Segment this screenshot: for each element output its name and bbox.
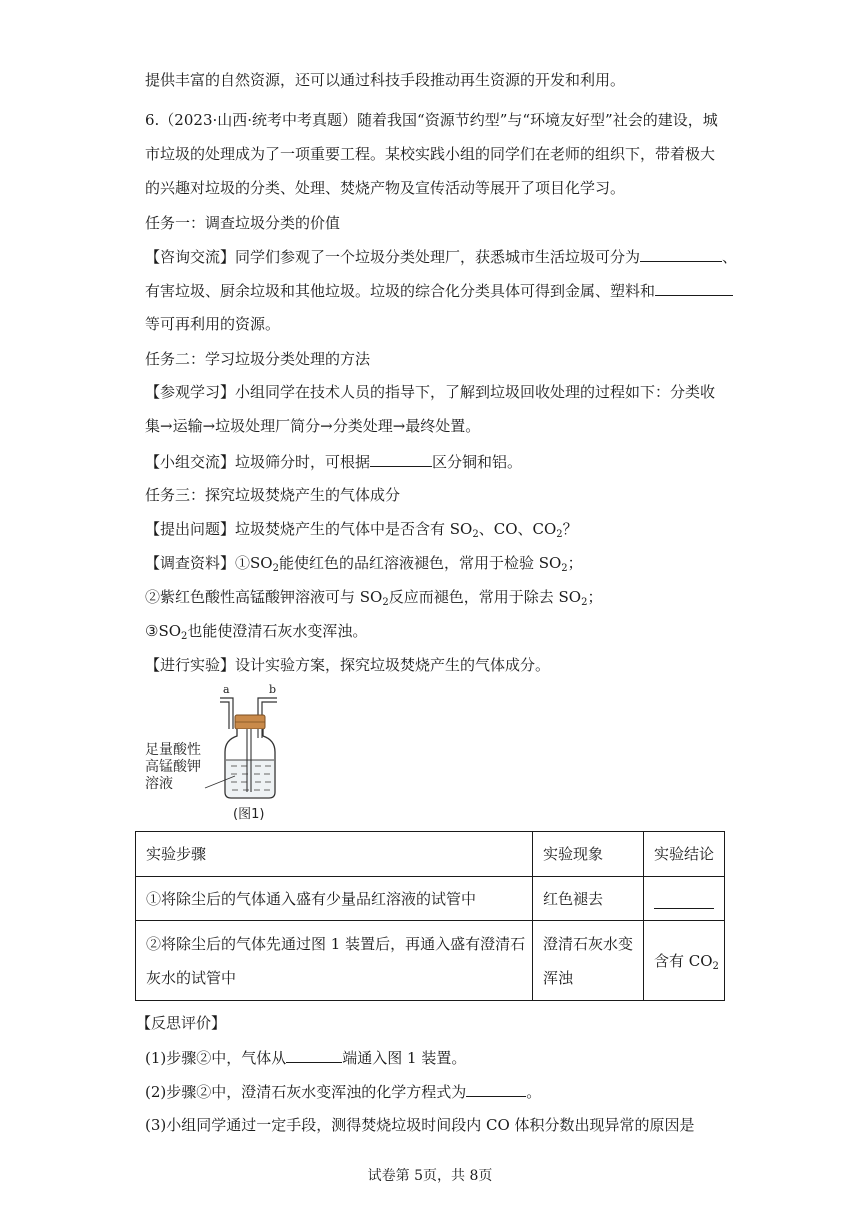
solution-label [145, 742, 201, 793]
consult-line-2 [145, 279, 733, 302]
header-step: 实验步骤 [136, 832, 533, 877]
survey1-text-c: ； [567, 554, 583, 572]
consult-text-b: 有害垃圾、厨余垃圾和其他垃圾。垃圾的综合化分类具体可得到金属、塑料和 [145, 282, 656, 300]
group-discussion-line [145, 450, 522, 473]
survey-line-3 [145, 620, 367, 642]
row2-phenomenon [533, 921, 644, 1001]
survey2-text-c: ； [587, 588, 603, 606]
r1-text-a: (1)步骤②中，气体从 [145, 1049, 287, 1067]
row2-step [136, 921, 533, 1001]
group-text-a: 【小组交流】垃圾筛分时，可根据 [145, 453, 371, 471]
subscript: 2 [556, 529, 563, 540]
answer-blank-6[interactable] [466, 1080, 526, 1097]
answer-blank-3[interactable] [370, 450, 432, 467]
experiment-table [135, 831, 725, 1001]
table-row [136, 877, 725, 921]
answer-blank-2[interactable] [655, 279, 733, 296]
group-text-b: 区分铜和铝。 [432, 453, 523, 471]
task-two-heading: 任务二：学习垃圾分类处理的方法 [145, 350, 371, 368]
task-one-heading: 任务一：调查垃圾分类的价值 [145, 214, 341, 232]
reflection-q2 [145, 1080, 541, 1103]
page-footer: 试卷第 5页，共 8页 [367, 1168, 493, 1184]
question-text-b: 、CO、CO [478, 520, 557, 538]
solution-label-line-1: 足量酸性 [145, 742, 201, 758]
reflection-q3: (3)小组同学通过一定手段，测得焚烧垃圾时间段内 CO 体积分数出现异常的原因是 [145, 1116, 695, 1134]
row1-phenomenon: 红色褪去 [533, 877, 644, 921]
row2-conclusion-text: 含有 CO [654, 951, 713, 970]
subscript: 2 [581, 597, 588, 608]
r1-text-b: 端通入图 1 装置。 [342, 1049, 467, 1067]
subscript: 2 [181, 631, 188, 642]
table-header-row [136, 832, 725, 877]
header-phenomenon: 实验现象 [533, 832, 644, 877]
row2-step-line-2: 灰水的试管中 [146, 968, 237, 987]
row2-step-line-1: ②将除尘后的气体先通过图 1 装置后，再通入盛有澄清石 [146, 934, 526, 953]
row1-step: ①将除尘后的气体通入盛有少量品红溶液的试管中 [136, 877, 533, 921]
survey1-text-a: 【调查资料】①SO [145, 554, 273, 572]
survey-line-1 [145, 552, 583, 574]
row2-phenomenon-line-1: 澄清石灰水变 [543, 934, 634, 953]
answer-blank-1[interactable] [640, 245, 722, 262]
figure-1 [145, 680, 305, 828]
survey3-text-b: 也能使澄清石灰水变浑浊。 [187, 622, 368, 640]
survey-line-2 [145, 586, 602, 608]
subscript: 2 [382, 597, 389, 608]
row1-conclusion [644, 877, 725, 921]
reference-line-2: 集→运输→垃圾处理厂简分→分类处理→最终处置。 [145, 417, 481, 435]
header-conclusion: 实验结论 [644, 832, 725, 877]
question-line [145, 518, 578, 540]
figure-caption: (图1) [233, 807, 265, 822]
r2-text-b: 。 [526, 1083, 542, 1101]
survey3-text-a: ③SO [145, 622, 182, 640]
reflection-heading: 【反思评价】 [136, 1014, 227, 1032]
consult-line-1 [145, 245, 737, 268]
subscript: 2 [712, 960, 719, 972]
solution-label-line-3: 溶液 [145, 776, 173, 792]
question-6-line-3: 的兴趣对垃圾的分类、处理、焚烧产物及宣传活动等展开了项目化学习。 [145, 179, 626, 197]
tube-label-a: a [223, 683, 230, 696]
table-row [136, 921, 725, 1001]
question-text-a: 【提出问题】垃圾焚烧产生的气体中是否含有 SO [145, 520, 473, 538]
subscript: 2 [561, 563, 568, 574]
survey2-text-a: ②紫红色酸性高锰酸钾溶液可与 SO [145, 588, 383, 606]
subscript: 2 [272, 563, 279, 574]
r2-text-a: (2)步骤②中，澄清石灰水变浑浊的化学方程式为 [145, 1083, 467, 1101]
answer-blank-5[interactable] [286, 1046, 342, 1063]
question-6-line-2: 市垃圾的处理成为了一项重要工程。某校实践小组的同学们在老师的组织下，带着极大 [145, 145, 716, 163]
experiment-line: 【进行实验】设计实验方案，探究垃圾焚烧产生的气体成分。 [145, 656, 551, 674]
subscript: 2 [472, 529, 479, 540]
consult-text-a-end: 、 [722, 248, 738, 266]
question-text-c: ？ [562, 520, 578, 538]
row2-conclusion [644, 921, 725, 1001]
task-three-heading: 任务三：探究垃圾焚烧产生的气体成分 [145, 486, 401, 504]
survey1-text-b: 能使红色的品红溶液褪色，常用于检验 SO [278, 554, 562, 572]
paragraph-continuation: 提供丰富的自然资源，还可以通过科技手段推动再生资源的开发和利用。 [145, 71, 626, 89]
solution-label-line-2: 高锰酸钾 [145, 759, 201, 775]
consult-text-a: 【咨询交流】同学们参观了一个垃圾分类处理厂，获悉城市生活垃圾可分为 [145, 248, 641, 266]
question-6-line-1: 6.（2023·山西·统考中考真题）随着我国“资源节约型”与“环境友好型”社会的建设，城 [145, 111, 718, 129]
answer-blank-4[interactable] [654, 892, 714, 909]
tube-label-b: b [269, 683, 277, 696]
survey2-text-b: 反应而褪色，常用于除去 SO [388, 588, 582, 606]
row2-phenomenon-line-2: 浑浊 [543, 968, 574, 987]
reference-line-1: 【参观学习】小组同学在技术人员的指导下，了解到垃圾回收处理的过程如下：分类收 [145, 383, 716, 401]
reflection-q1 [145, 1046, 466, 1069]
consult-line-3: 等可再利用的资源。 [145, 315, 281, 333]
